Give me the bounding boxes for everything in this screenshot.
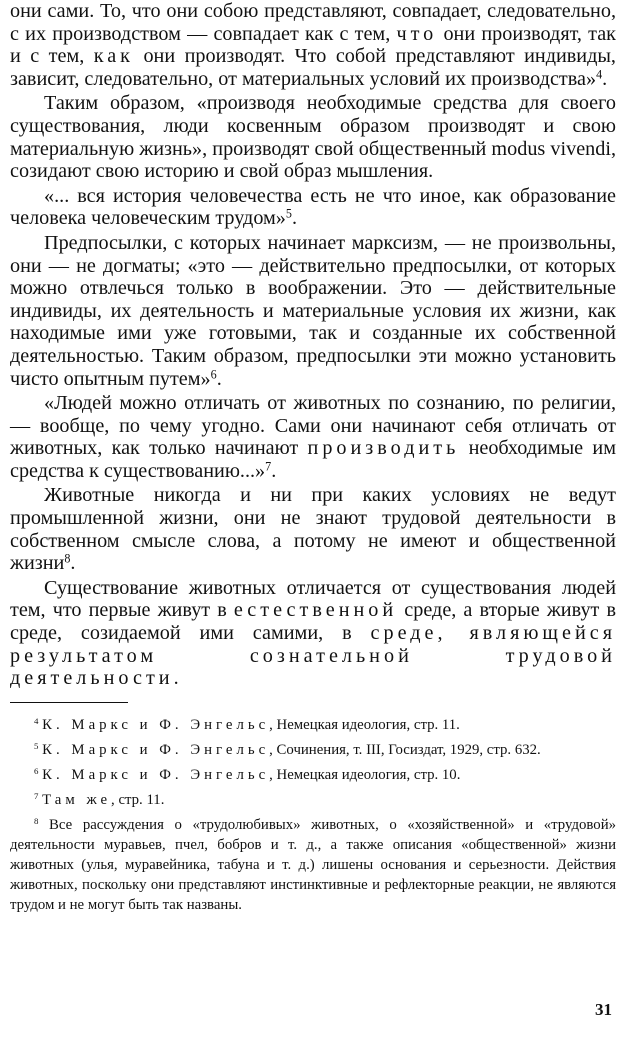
footnote-8: $^8$ Все рассуждения о «трудолюбивых» животных, о «хозяйственной» и «трудовой» деятельности муравьев, пчел, бобров и т. д., а также описания «общественной» жизни животных (улья, муравейника, табуна и т. д.) лишены основания и серьезности. Действия животных, поскольку они представляют инстинктивные и рефлекторные реакции, не являются трудом и не могут быть так названы. [10, 815, 617, 913]
paragraph-3: «... вся история человечества есть не что иное, как образование человека человеческим трудом»$^5$. [10, 184, 616, 230]
footnote-author: К. Маркс и Ф. Энгельс [42, 741, 270, 758]
book-page [10, 0, 616, 915]
footnote-4: $^4$ К. Маркс и Ф. Энгельс, Немецкая идеология, стр. 11. [34, 715, 460, 733]
footnote-ref-6: 6 [210, 366, 217, 381]
footnote-author: Там же [42, 791, 112, 808]
main-text [10, 0, 616, 690]
footnote-ref-7: 7 [265, 459, 272, 474]
footnote-6: $^6$ К. Маркс и Ф. Энгельс, Немецкая идеология, стр. 10. [34, 765, 461, 783]
paragraph-2: Таким образом, «производя необходимые средства для своего существования, люди косвенным образом производят и свою материальную жизнь», производят свой общественный modus vivendi, созидают свою историю и свой образ мышления. [10, 92, 616, 183]
footnote-author: К. Маркс и Ф. Энгельс [42, 716, 270, 733]
emphasis-produce: производить [307, 437, 460, 460]
paragraph-4: Предпосылки, с которых начинает марксизм, — не произвольны, они — не догматы; «это — действительно предпосылки, от которых можно отвлечься только в воображении. Это — действительные индивиды, их деятельность и материальные условия их жизни, как находимые ими уже готовыми, так и созданные их собственной деятельностью. Таким образом, предпосылки эти можно установить чисто опытным путем»$^6$. [10, 231, 616, 390]
emphasis-how: как [93, 45, 134, 68]
footnote-divider [10, 702, 128, 703]
paragraph-1: они сами. То, что они собою представляют, совпадает, следовательно, с их производством — совпадает как с тем, что они производят, так и с тем, как они производят. Что собой представляют индивиды, зависит, следовательно, от материальных условий их производства»$^4$. [10, 0, 616, 90]
footnote-ref-5: 5 [285, 206, 292, 221]
paragraph-6: Животные никогда и ни при каких условиях не ведут промышленной жизни, они не знают трудовой деятельности в собственном смысле слова, а потому не имеют и общественной жизни$^8$. [10, 484, 616, 575]
page-number: 31 [595, 1000, 612, 1019]
footnote-ref-8: 8 [64, 551, 71, 566]
emphasis-natural: естественной [233, 599, 398, 622]
emphasis-conscious-labor: среде, являющейся результатом сознательной трудовой деятельности [10, 622, 616, 690]
footnotes [10, 715, 616, 915]
footnote-7: $^7$ Там же, стр. 11. [34, 790, 165, 808]
paragraph-5: «Людей можно отличать от животных по сознанию, по религии, — вообще, по чему угодно. Сами они начинают себя отличать от животных, как только начинают производить необходимые им средства к существованию...»$^7$. [10, 392, 616, 482]
footnote-5: $^5$ К. Маркс и Ф. Энгельс, Сочинения, т. III, Госиздат, 1929, стр. 632. [34, 740, 541, 758]
paragraph-7: Существование животных отличается от существования людей тем, что первые живут в естественной среде, а вторые живут в среде, созидаемой ими самими, в среде, являющейся результатом сознательной трудовой деятельности. [10, 576, 616, 690]
emphasis-that: что [396, 22, 438, 45]
footnote-ref-4: 4 [596, 67, 603, 82]
footnote-author: К. Маркс и Ф. Энгельс [42, 766, 270, 783]
